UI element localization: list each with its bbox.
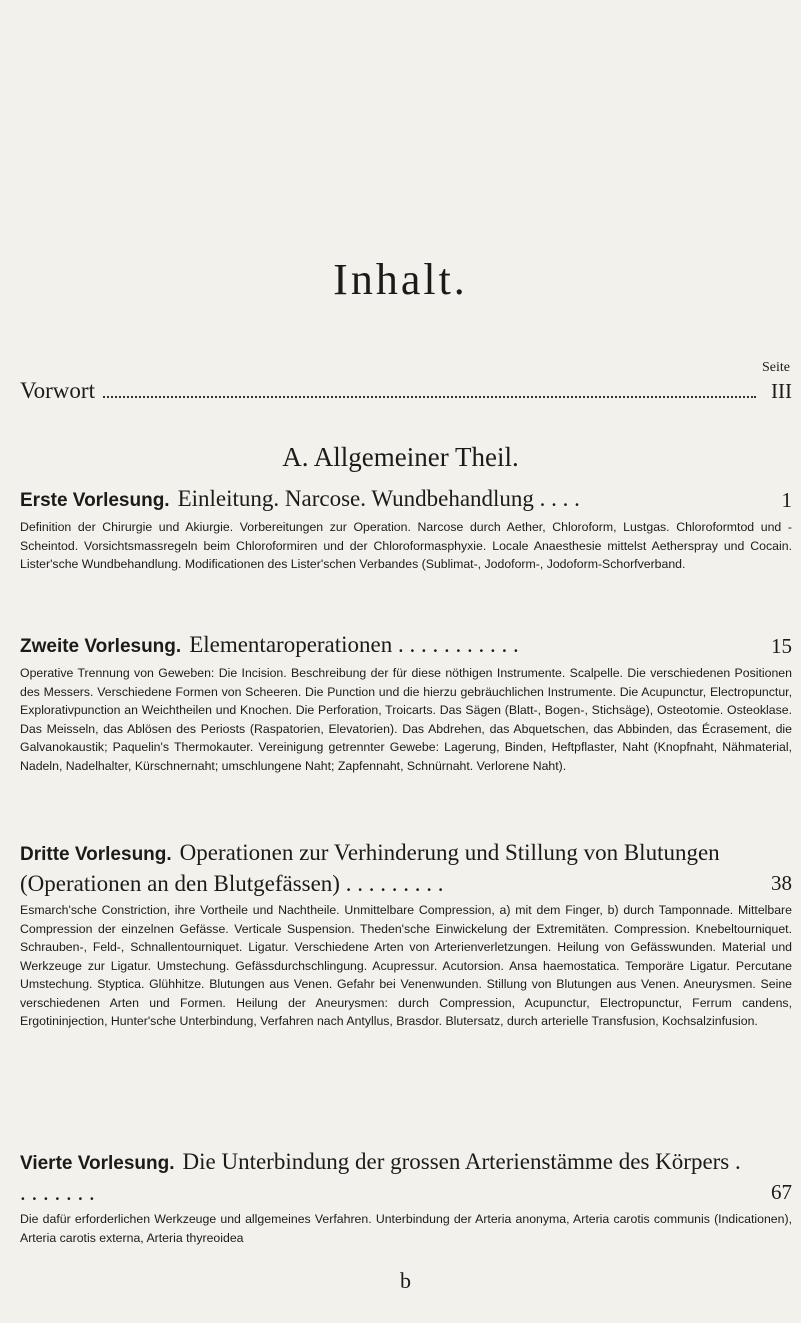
lecture-title: Einleitung. Narcose. Wundbehandlung . . . . bbox=[177, 486, 580, 511]
lecture-description: Esmarch'sche Constriction, ihre Vortheile und Nachtheile. Unmittelbare Compression, a) mit dem Finger, b) durch Tamponnade. Mittelbare Compression der einzelnen Gefässe. Verticale Suspension. Theden'sche Einwickelung der Extremitäten. Compression. Knebeltourniquet. Schrauben-, Feld-, Schnallentourniquet. Ligatur. Verschiedene Arten von Arterienverletzungen. Heilung von Gefässwunden. Material und Werkzeuge zur Ligatur. Umstechung. Gefässdurchschlingung. Acupressur. Acutorsion. Ansa haemostatica. Temporäre Ligatur. Percutane Umstechung. Styptica. Glühhitze. Blutungen aus Venen. Gefahr bei Venenwunden. Stillung von Blutungen aus Venen. Aneurysmen. Seine verschiedenen Arten und Formen. Heilung der Aneurysmen: durch Compression, Acupunctur, Electropunctur, Ferrum candens, Ergotininjection, Hunter'sche Unterbindung, Verfahren nach Antyllus, Brasdor. Blutersatz, durch arterielle Transfusion, Kochsalzinfusion. bbox=[20, 903, 792, 1028]
lecture-heading bbox=[20, 838, 792, 898]
lecture-title: Die Unterbindung der grossen Arterienstämme des Körpers . . . . . . . . bbox=[20, 1149, 741, 1205]
lecture-page: 38 bbox=[771, 871, 792, 895]
lecture-title: Elementaroperationen . . . . . . . . . . . bbox=[189, 632, 519, 657]
lecture-description: Operative Trennung von Geweben: Die Incision. Beschreibung der für diese nöthigen Instrumente. Scalpelle. Die verschiedenen Positionen des Messers. Verschiedene Formen von Scheeren. Die Punction und die hierzu gebräuchlichen Instrumente. Die Acupunctur, Electropunctur, Explorativpunction an Weichtheilen und Knochen. Die Perforation, Troicarts. Das Sägen (Blatt-, Bogen-, Stichsäge), Osteotomie. Osteoklase. Das Meisseln, das Ablösen des Periosts (Raspatorien, Elevatorien). Das Abdrehen, das Abquetschen, das Abbinden, das Écrasement, die Galvanokaustik; Paquelin's Thermokauter. Vereinigung getrennter Gewebe: Lagerung, Binden, Heftpflaster, Naht (Knopfnaht, Nähmaterial, Nadeln, Nadelhalter, Kürschnernaht; umschlungene Naht; Zapfennaht, Schnürnaht. Verlorene Naht). bbox=[20, 666, 792, 773]
lecture-heading bbox=[20, 484, 792, 515]
vorwort-label: Vorwort bbox=[20, 378, 101, 404]
toc-entry-vorwort bbox=[20, 376, 792, 406]
signature-mark: b bbox=[400, 1268, 411, 1293]
lecture-entry bbox=[20, 630, 792, 775]
seite-column-label: Seite bbox=[762, 360, 790, 375]
lecture-page: 1 bbox=[781, 488, 792, 512]
section-heading: A. Allgemeiner Theil. bbox=[282, 442, 519, 472]
lecture-page: 15 bbox=[771, 634, 792, 658]
page-title: Inhalt. bbox=[333, 255, 468, 304]
lecture-description: Die dafür erforderlichen Werkzeuge und allgemeines Verfahren. Unterbindung der Arteria anonyma, Arteria carotis communis (Indicationen), Arteria carotis externa, Arteria thyreoidea bbox=[20, 1212, 792, 1245]
lecture-entry bbox=[20, 838, 792, 1031]
lecture-page: 67 bbox=[771, 1180, 792, 1204]
leader-dots bbox=[20, 396, 756, 398]
lecture-heading bbox=[20, 630, 792, 661]
lecture-number: Zweite Vorlesung. bbox=[20, 636, 182, 657]
lecture-number: Erste Vorlesung. bbox=[20, 490, 170, 511]
vorwort-page: III bbox=[771, 379, 792, 403]
lecture-number: Vierte Vorlesung. bbox=[20, 1153, 175, 1174]
lecture-number: Dritte Vorlesung. bbox=[20, 844, 172, 865]
lecture-title: Operationen zur Verhinderung und Stillung von Blutungen (Operationen an den Blutgefässen) . . . . . . . . . bbox=[20, 840, 720, 896]
lecture-heading bbox=[20, 1147, 792, 1207]
lecture-entry bbox=[20, 484, 792, 574]
lecture-description: Definition der Chirurgie und Akiurgie. Vorbereitungen zur Operation. Narcose durch Aether, Chloroform, Lustgas. Chloroformtod und -Scheintod. Vorsichtsmassregeln beim Chloroformiren und der Chloroformasphyxie. Locale Anaesthesie mittelst Aetherspray und Cocain. Lister'sche Wundbehandlung. Modificationen des Lister'schen Verbandes (Sublimat-, Jodoform-, Jodoform-Schorfverband. bbox=[20, 520, 792, 571]
lecture-entry bbox=[20, 1147, 792, 1247]
